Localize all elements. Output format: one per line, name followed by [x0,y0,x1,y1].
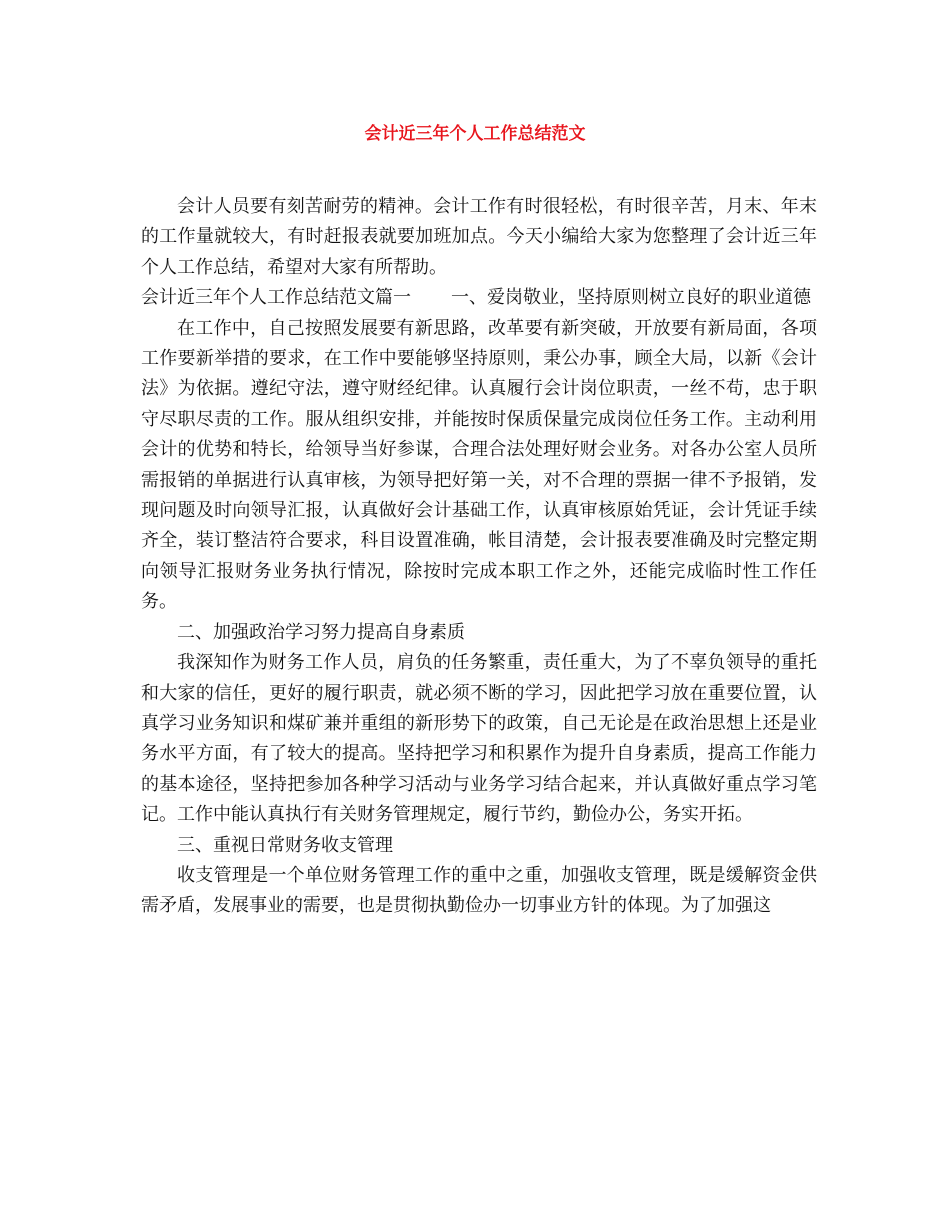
section-heading-1: 一、爱岗敬业，坚持原则树立良好的职业道德 [451,287,811,309]
chapter-line [141,283,817,313]
section-heading-3: 三、重视日常财务收支管理 [177,834,393,856]
chapter-label: 会计近三年个人工作总结范文篇一 [141,287,411,309]
section-1-paragraph: 在工作中，自己按照发展要有新思路，改革要有新突破，开放要有新局面，各项工作要新举措的要求，在工作中要能够坚持原则，秉公办事，顾全大局，以新《会计法》为依据。遵纪守法，遵守财经纪律。认真履行会计岗位职责，一丝不苟，忠于职守尽职尽责的工作。服从组织安排，并能按时保质保量完成岗位任务工作。主动利用会计的优势和特长，给领导当好参谋，合理合法处理好财会业务。对各办公室人员所需报销的单据进行认真审核，为领导把好第一关，对不合理的票据一律不予报销，发现问题及时向领导汇报，认真做好会计基础工作，认真审核原始凭证，会计凭证手续齐全，装订整洁符合要求，科目设置准确，帐目清楚，会计报表要准确及时完整定期向领导汇报财务业务执行情况，除按时完成本职工作之外，还能完成临时性工作任务。 [141,317,817,613]
document-title: 会计近三年个人工作总结范文 [364,124,586,144]
document-body [141,192,817,922]
section-heading-2: 二、加强政治学习努力提高自身素质 [177,621,465,643]
section-2-paragraph: 我深知作为财务工作人员，肩负的任务繁重，责任重大，为了不辜负领导的重托和大家的信任，更好的履行职责，就必须不断的学习，因此把学习放在重要位置，认真学习业务知识和煤矿兼并重组的新形势下的政策，自己无论是在政治思想上还是业务水平方面，有了较大的提高。坚持把学习和积累作为提升自身素质，提高工作能力的基本途径，坚持把参加各种学习活动与业务学习结合起来，并认真做好重点学习笔记。工作中能认真执行有关财务管理规定，履行节约，勤俭办公，务实开拓。 [141,652,817,826]
section-3-paragraph: 收支管理是一个单位财务管理工作的重中之重，加强收支管理，既是缓解资金供需矛盾，发展事业的需要，也是贯彻执勤俭办一切事业方针的体现。为了加强这 [141,864,817,917]
intro-paragraph: 会计人员要有刻苦耐劳的精神。会计工作有时很轻松，有时很辛苦，月末、年末的工作量就较大，有时赶报表就要加班加点。今天小编给大家为您整理了会计近三年个人工作总结，希望对大家有所帮助。 [141,196,817,278]
